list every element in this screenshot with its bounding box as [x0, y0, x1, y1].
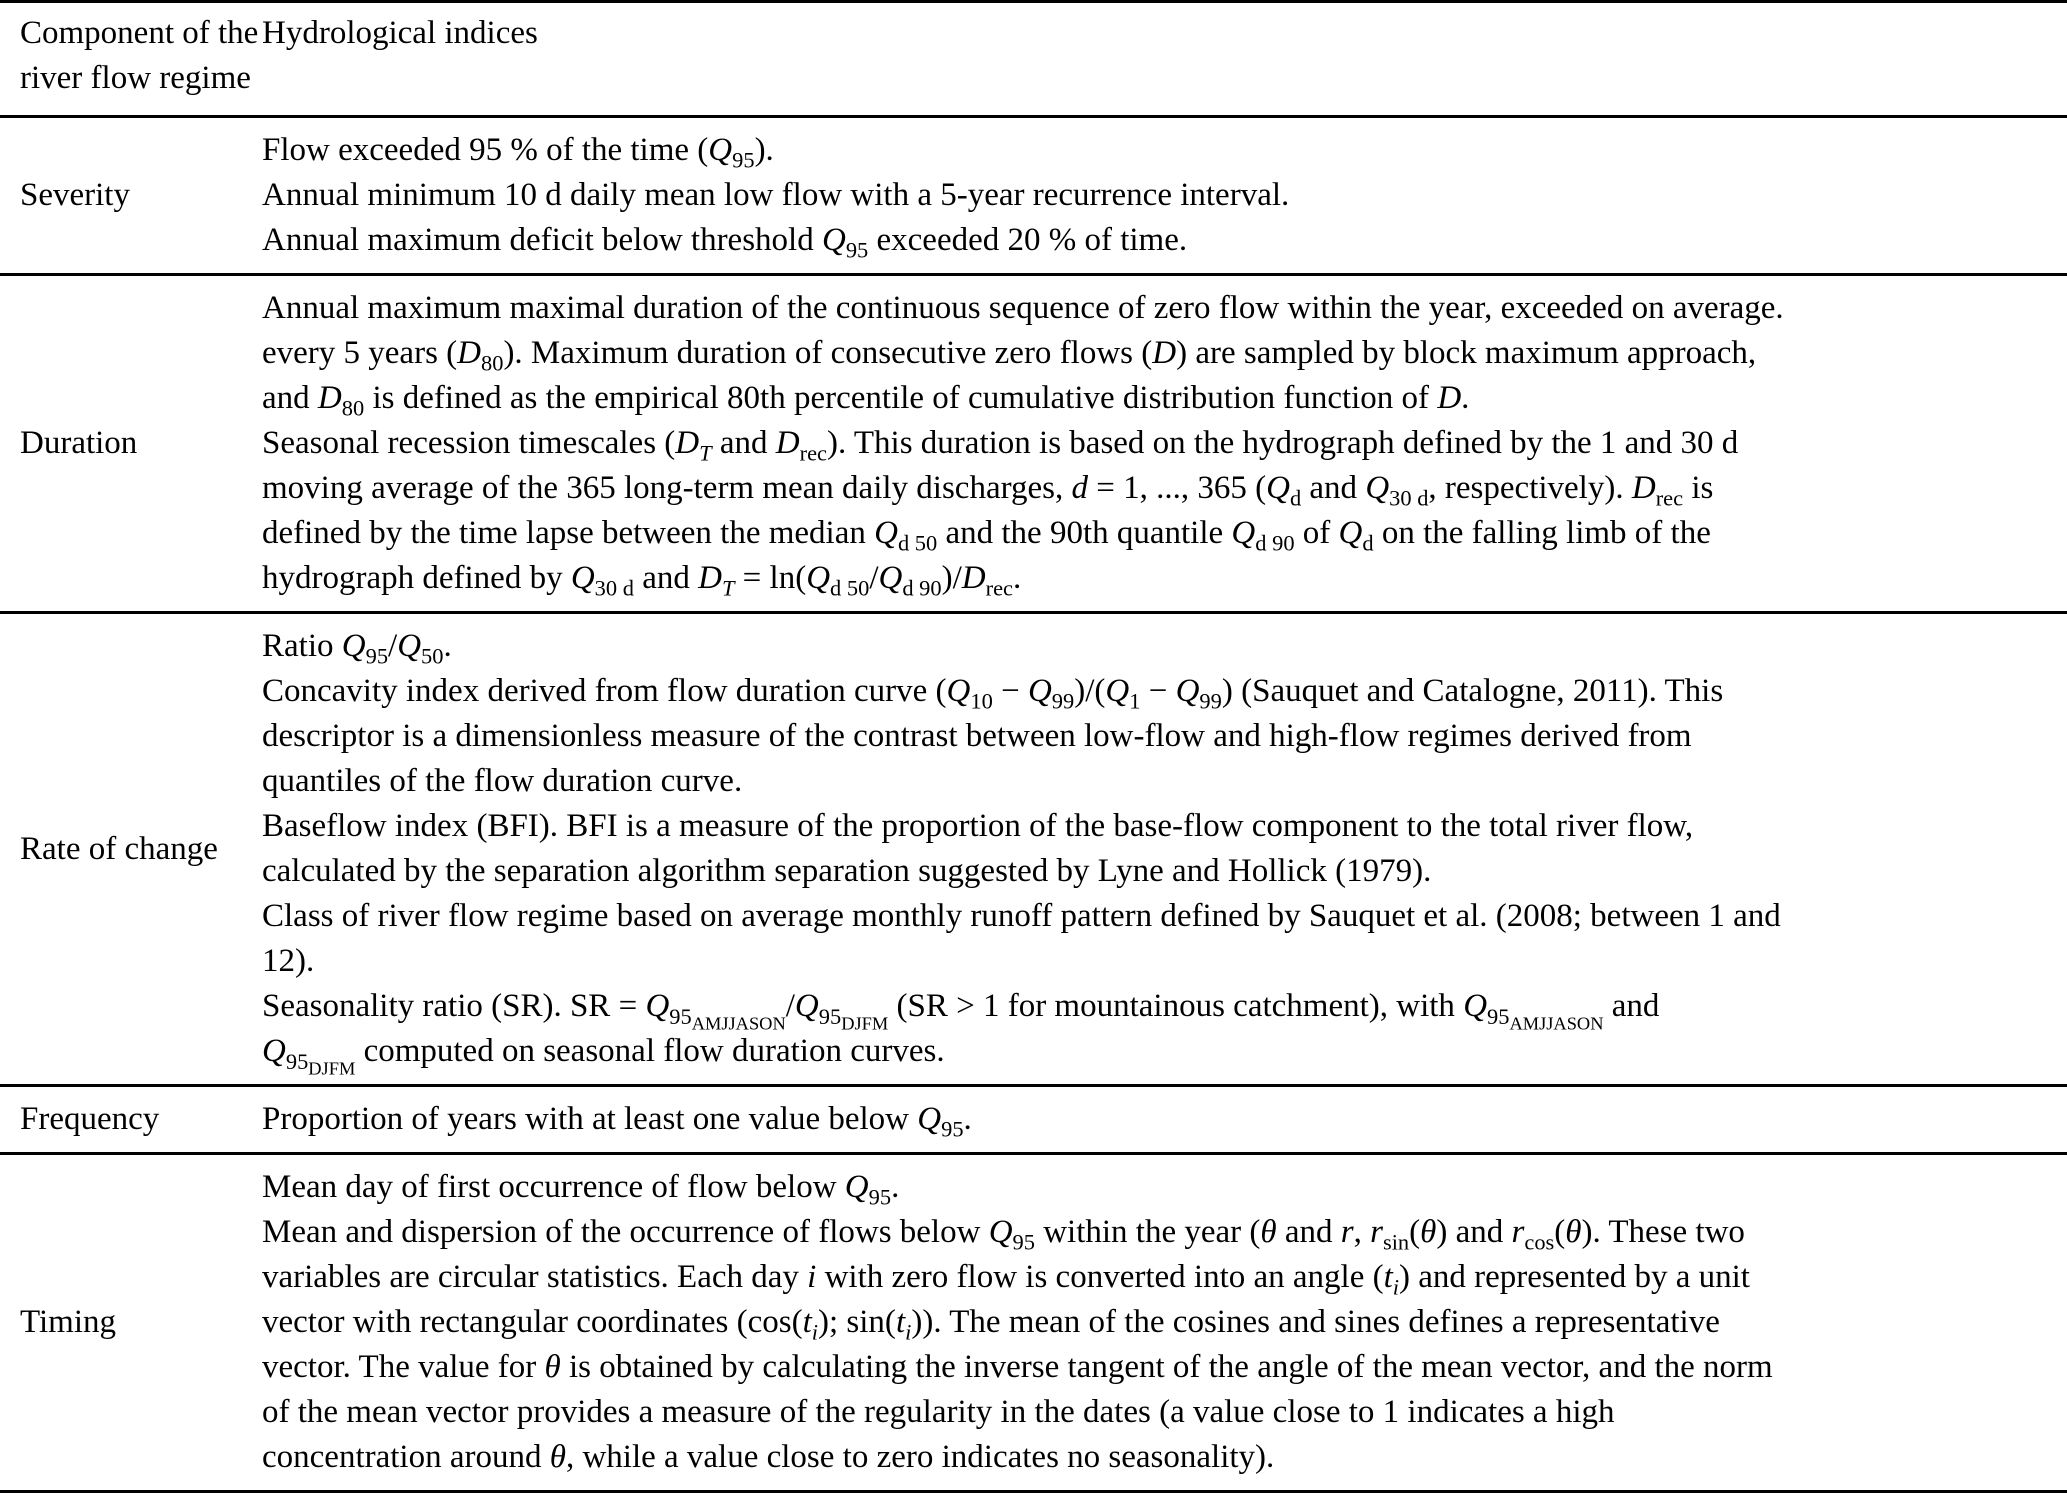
index-line: Mean day of first occurrence of flow below $Q_{95}$.: [262, 1169, 900, 1210]
index-line: of the mean vector provides a measure of the regularity in the dates (a value close to 1 indicates a high: [262, 1394, 1615, 1430]
indices-cell-frequency: [261, 1086, 2067, 1154]
index-line: Class of river flow regime based on average monthly runoff pattern defined by Sauquet et al. (2008; between 1 and: [262, 898, 1781, 934]
index-line: moving average of the 365 long-term mean daily discharges, d = 1, ..., 365 ($Q_d$ and $Q_{30 d}$, respectively). $D_{rec}$ is: [262, 470, 1714, 511]
index-line: variables are circular statistics. Each day i with zero flow is converted into an angle $(t_i)$ and represented by a unit: [262, 1259, 1750, 1300]
header-component-line-1: Component of the: [20, 15, 259, 51]
index-line: descriptor is a dimensionless measure of the contrast between low-flow and high-flow regimes derived from: [262, 718, 1692, 754]
index-line: every 5 years $(D_{80})$. Maximum duration of consecutive zero flows (D) are sampled by block maximum approach,: [262, 335, 1757, 376]
indices-cell-severity: [261, 117, 2067, 275]
index-line: concentration around θ, while a value close to zero indicates no seasonality).: [262, 1439, 1275, 1475]
index-line: vector. The value for θ is obtained by calculating the inverse tangent of the angle of the mean vector, and the norm: [262, 1349, 1773, 1385]
index-line: Annual minimum 10 d daily mean low flow with a 5-year recurrence interval.: [262, 177, 1290, 213]
index-line: $Q_{95_{DJFM}}$ computed on seasonal flow duration curves.: [262, 1033, 945, 1079]
index-line: Baseflow index (BFI). BFI is a measure of the proportion of the base-flow component to the total river flow,: [262, 808, 1694, 844]
header-component-column: [0, 2, 261, 117]
component-label-frequency: Frequency: [20, 1101, 160, 1137]
table-row-duration: [0, 275, 2067, 613]
table-row-timing: [0, 1154, 2067, 1492]
index-line: Annual maximum maximal duration of the continuous sequence of zero flow within the year, exceeded on average.: [262, 290, 1784, 326]
index-line: Annual maximum deficit below threshold $Q_{95}$ exceeded 20 % of time.: [262, 222, 1188, 263]
index-line: Proportion of years with at least one value below $Q_{95}$.: [262, 1101, 972, 1142]
index-line: Mean and dispersion of the occurrence of flows below $Q_{95}$ within the year (θ and r, $r_{sin}(\theta)$ and $r_{cos}(\theta)$. These two: [262, 1214, 1745, 1255]
component-label-duration: Duration: [20, 425, 138, 461]
header-indices-column: Hydrological indices: [262, 15, 538, 51]
index-line: Flow exceeded 95 % of the time $(Q_{95})$.: [262, 132, 774, 173]
index-line: quantiles of the flow duration curve.: [262, 763, 743, 799]
index-line: and $D_{80}$ is defined as the empirical 80th percentile of cumulative distribution function of D.: [262, 380, 1470, 421]
index-line: Ratio $Q_{95}/Q_{50}$.: [262, 628, 452, 669]
index-line: 12).: [262, 943, 315, 979]
component-label-severity: Severity: [20, 177, 130, 213]
indices-cell-rate-of-change: [261, 613, 2067, 1086]
index-line: defined by the time lapse between the median $Q_{d 50}$ and the 90th quantile $Q_{d 90}$ of $Q_d$ on the falling limb of the: [262, 515, 1711, 556]
table-row-rate-of-change: [0, 613, 2067, 1086]
index-line: Seasonality ratio (SR). SR = $Q_{95_{AMJJASON}}/Q_{95_{DJFM}}$ (SR > 1 for mountainous catchment), with $Q_{95_{AMJJASON}}$ and: [262, 988, 1660, 1034]
indices-cell-timing: [261, 1154, 2067, 1492]
table-body: [0, 117, 2067, 1492]
table-row-frequency: [0, 1086, 2067, 1154]
indices-cell-duration: [261, 275, 2067, 613]
index-line: vector with rectangular coordinates ($\cos(t_i)$; $\sin(t_i)$). The mean of the cosines and sines defines a representative: [262, 1304, 1720, 1345]
index-line: Concavity index derived from flow duration curve $(Q_{10} - Q_{99})/(Q_1 - Q_{99})$ (Sauquet and Catalogne, 2011). This: [262, 673, 1724, 714]
table-row-severity: [0, 117, 2067, 275]
table-header-row: [0, 2, 2067, 117]
component-label-rate-of-change: Rate of change: [20, 830, 218, 867]
component-label-timing: Timing: [20, 1304, 117, 1340]
index-line: calculated by the separation algorithm separation suggested by Lyne and Hollick (1979).: [262, 853, 1432, 889]
index-line: Seasonal recession timescales ($D_T$ and $D_{rec}$). This duration is based on the hydrograph defined by the 1 and 30 d: [262, 425, 1739, 466]
header-component-line-2: river flow regime: [20, 60, 251, 96]
table-header: [0, 2, 2067, 117]
index-line: hydrograph defined by $Q_{30 d}$ and $D_T = \ln(Q_{d 50}/Q_{d 90})/D_{rec}$.: [262, 560, 1022, 601]
